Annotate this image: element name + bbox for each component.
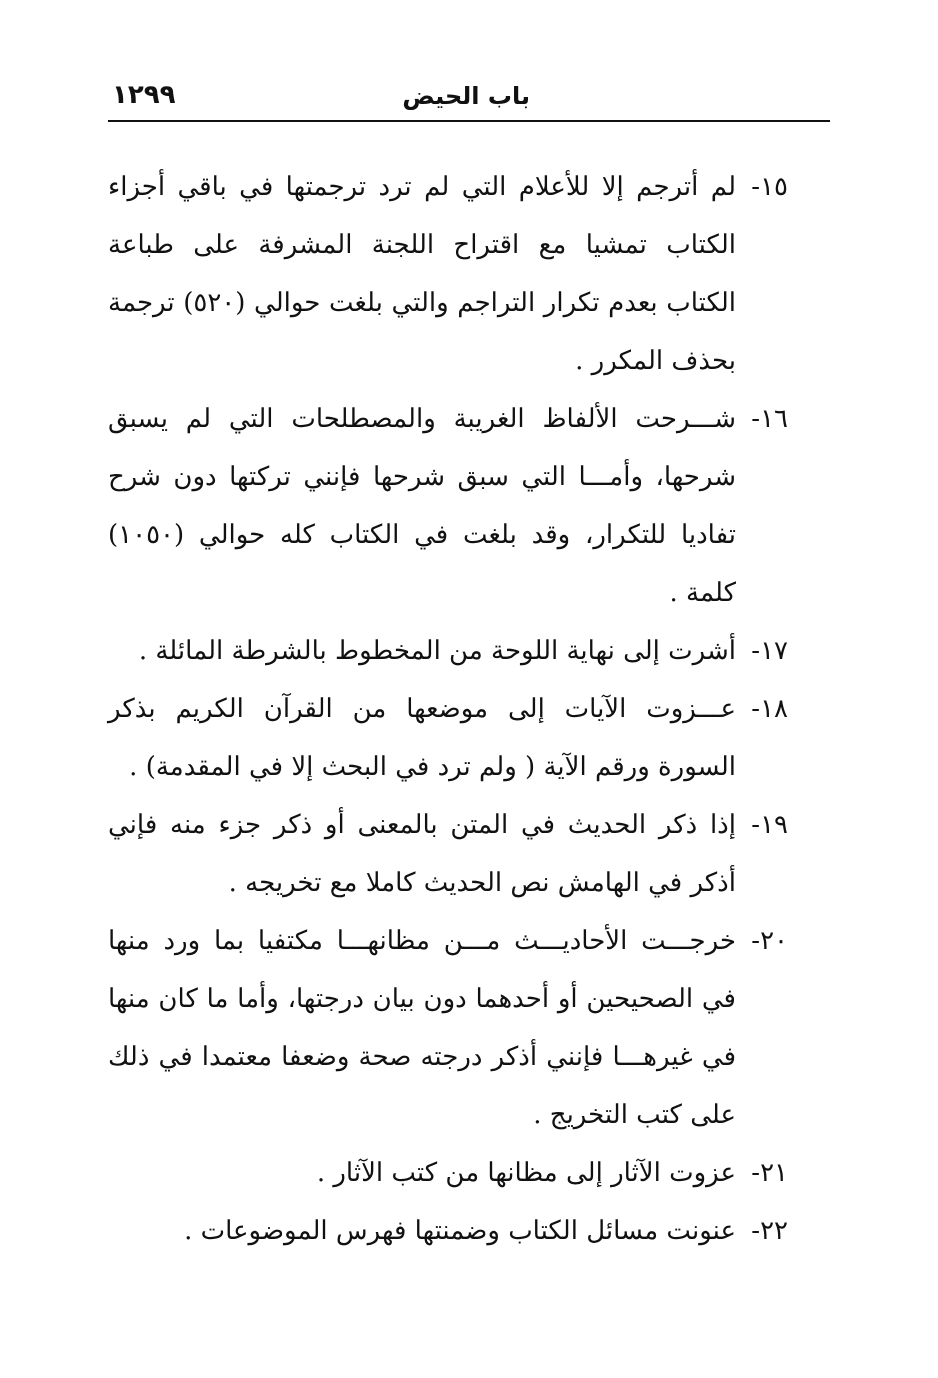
methodology-list (108, 158, 788, 1260)
item-text: خرجـــت الأحاديـــث مـــن مظانهـــا مكتفيا بما ورد منها في الصحيحين أو أحدهما دون بيان درجتها، وأما ما كان منها في غيرهـــا فإنني أذكر درجته صحة وضعفا معتمدا في ذلك على كتب التخريج . (108, 926, 736, 1130)
item-number: ١٩- (751, 810, 788, 840)
item-text: عـــزوت الآيات إلى موضعها من القرآن الكريم بذكر السورة ورقم الآية ( ولم ترد في البحث إلا في المقدمة) . (108, 694, 736, 782)
item-number: ١٦- (751, 404, 788, 434)
item-number: ٢١- (751, 1158, 788, 1188)
page-header (108, 78, 830, 118)
list-item (108, 1202, 788, 1260)
list-item (108, 912, 788, 1144)
list-item (108, 796, 788, 912)
item-text: أشرت إلى نهاية اللوحة من المخطوط بالشرطة المائلة . (138, 636, 736, 666)
item-number: ٢٢- (751, 1216, 788, 1246)
list-item (108, 1144, 788, 1202)
item-number: ١٧- (751, 636, 788, 666)
item-text: لم أترجم إلا للأعلام التي لم ترد ترجمتها في باقي أجزاء الكتاب تمشيا مع اقتراح اللجنة المشرفة على طباعة الكتاب بعدم تكرار التراجم والتي بلغت حوالي (٥٢٠) ترجمة بحذف المكرر . (108, 172, 736, 376)
chapter-title: باب الحيض (402, 82, 530, 110)
item-number: ٢٠- (751, 926, 788, 956)
item-number: ١٨- (751, 694, 788, 724)
list-item (108, 622, 788, 680)
item-text: شـــرحت الألفاظ الغريبة والمصطلحات التي لم يسبق شرحها، وأمـــا التي سبق شرحها فإنني تركتها دون شرح تفاديا للتكرار، وقد بلغت في الكتاب كله حوالي (١٠٥٠) كلمة . (108, 404, 736, 608)
item-text: عزوت الآثار إلى مظانها من كتب الآثار . (316, 1158, 736, 1188)
list-item (108, 680, 788, 796)
item-number: ١٥- (751, 172, 788, 202)
item-text: إذا ذكر الحديث في المتن بالمعنى أو ذكر جزء منه فإني أذكر في الهامش نص الحديث كاملا مع تخريجه . (108, 810, 736, 898)
list-item (108, 390, 788, 622)
page-number: ١٢٩٩ (112, 80, 176, 110)
header-divider (108, 120, 830, 122)
list-item (108, 158, 788, 390)
item-text: عنونت مسائل الكتاب وضمنتها فهرس الموضوعات . (184, 1216, 736, 1246)
